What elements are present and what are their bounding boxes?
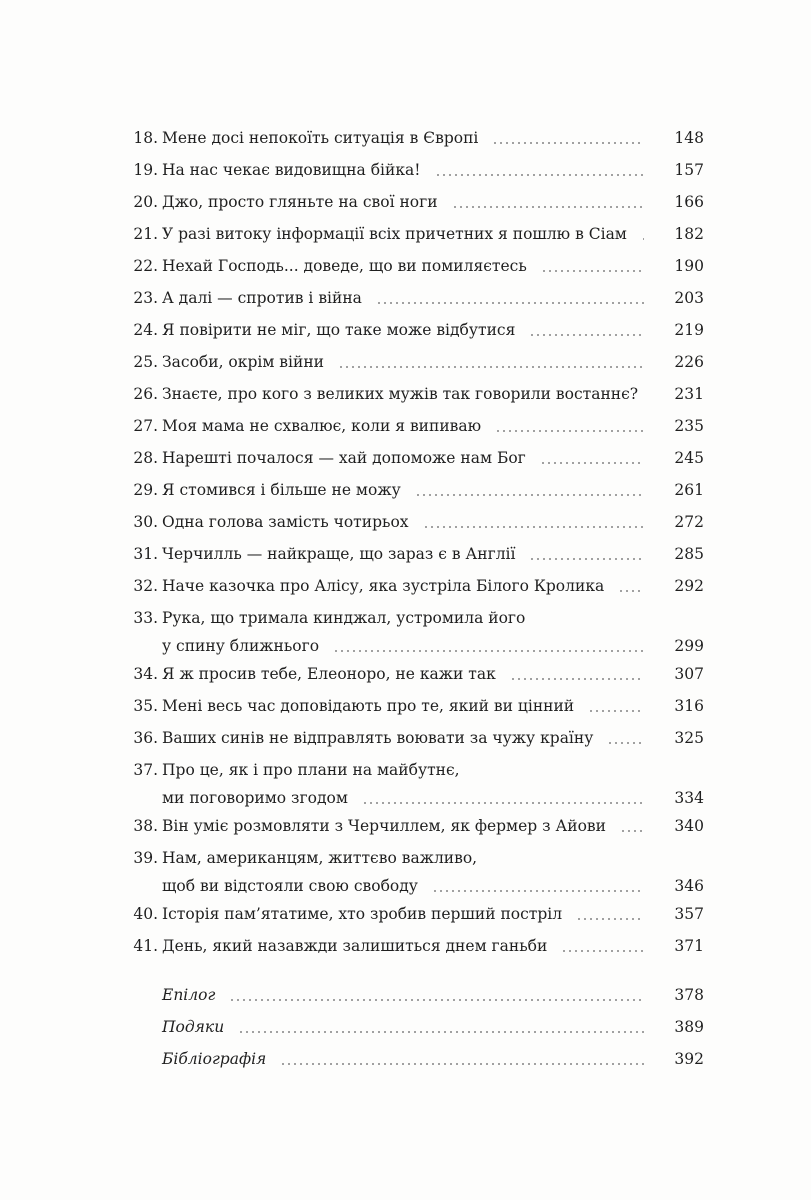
leader-dots <box>362 802 644 804</box>
leader-dots <box>529 558 644 560</box>
page-number: 325 <box>674 729 704 747</box>
toc-entry[interactable] <box>0 844 811 900</box>
page-number: 292 <box>674 577 704 595</box>
chapter-title: Одна голова замість чотирьох <box>162 513 409 531</box>
leader-dots <box>620 830 644 832</box>
chapter-number: 19. <box>133 161 158 179</box>
leader-dots <box>541 270 644 272</box>
back-matter-title: Подяки <box>162 1018 225 1036</box>
chapter-number: 38. <box>133 817 158 835</box>
page-number: 166 <box>674 193 704 211</box>
chapter-title: Мені весь час доповідають про те, який ви цінний <box>162 697 575 715</box>
leader-dots <box>618 590 644 592</box>
page-number: 272 <box>674 513 704 531</box>
chapter-title: Мене досі непокоїть ситуація в Європі <box>162 129 479 147</box>
toc-entry[interactable] <box>0 284 811 312</box>
leader-dots <box>435 174 644 176</box>
page-number: 340 <box>674 817 704 835</box>
chapter-title: Історія пам’ятатиме, хто зробив перший постріл <box>162 905 563 923</box>
back-matter-title: Епілог <box>162 986 216 1004</box>
toc-entry[interactable] <box>0 540 811 568</box>
back-matter-entry[interactable] <box>0 1013 811 1041</box>
chapter-title: На нас чекає видовищна бійка! <box>162 161 421 179</box>
toc-entry[interactable] <box>0 724 811 752</box>
chapter-title: День, який назавжди залишиться днем ганьби <box>162 937 548 955</box>
page-number: 285 <box>674 545 704 563</box>
chapter-number: 25. <box>133 353 158 371</box>
toc-entry[interactable] <box>0 444 811 472</box>
leader-dots <box>561 950 644 952</box>
chapter-number: 33. <box>133 609 158 627</box>
chapter-title: Засоби, окрім війни <box>162 353 324 371</box>
page-number: 245 <box>674 449 704 467</box>
chapter-number: 20. <box>133 193 158 211</box>
page-number: 190 <box>674 257 704 275</box>
leader-dots <box>576 918 644 920</box>
leader-dots <box>229 999 644 1001</box>
chapter-number: 29. <box>133 481 158 499</box>
toc-entry[interactable] <box>0 412 811 440</box>
chapter-title: Я стомився і більше не можу <box>162 481 401 499</box>
chapter-number: 22. <box>133 257 158 275</box>
chapter-title: Наче казочка про Алісу, яка зустріла Білого Кролика <box>162 577 605 595</box>
chapter-title: Джо, просто гляньте на свої ноги <box>162 193 438 211</box>
chapter-number: 35. <box>133 697 158 715</box>
toc-entry[interactable] <box>0 812 811 840</box>
chapter-title: Нарешті почалося — хай допоможе нам Бог <box>162 449 526 467</box>
page-number: 261 <box>674 481 704 499</box>
chapter-number: 18. <box>133 129 158 147</box>
chapter-title: А далі — спротив і війна <box>162 289 362 307</box>
chapter-number: 28. <box>133 449 158 467</box>
toc-entry[interactable] <box>0 124 811 152</box>
leader-dots <box>492 142 644 144</box>
toc-entry[interactable] <box>0 252 811 280</box>
leader-dots <box>588 710 644 712</box>
chapter-number: 40. <box>133 905 158 923</box>
page-number: 307 <box>674 665 704 683</box>
chapter-number: 23. <box>133 289 158 307</box>
chapter-number: 41. <box>133 937 158 955</box>
toc-entry[interactable] <box>0 476 811 504</box>
chapter-title: Я ж просив тебе, Елеоноро, не кажи так <box>162 665 496 683</box>
page-number: 203 <box>674 289 704 307</box>
leader-dots <box>510 678 644 680</box>
toc-entry[interactable] <box>0 188 811 216</box>
toc-entry[interactable] <box>0 572 811 600</box>
toc-entry[interactable] <box>0 508 811 536</box>
chapter-title: Знаєте, про кого з великих мужів так говорили востаннє? <box>162 385 639 403</box>
toc-entry[interactable] <box>0 156 811 184</box>
page-number: 316 <box>674 697 704 715</box>
toc-entry[interactable] <box>0 756 811 812</box>
chapter-title-continued: ми поговоримо згодом <box>162 789 348 807</box>
page-number: 389 <box>674 1018 704 1036</box>
back-matter-entry[interactable] <box>0 1045 811 1073</box>
chapter-title-continued: щоб ви відстояли свою свободу <box>162 877 418 895</box>
leader-dots <box>333 650 644 652</box>
toc-entry[interactable] <box>0 900 811 928</box>
back-matter-title: Бібліографія <box>162 1050 267 1068</box>
chapter-number: 31. <box>133 545 158 563</box>
leader-dots <box>452 206 644 208</box>
chapter-title-continued: у спину ближнього <box>162 637 320 655</box>
chapter-title: Про це, як і про плани на майбутнє, <box>162 761 460 779</box>
chapter-title: Рука, що тримала кинджал, устромила його <box>162 609 526 627</box>
chapter-title: Він уміє розмовляти з Черчиллем, як фермер з Айови <box>162 817 606 835</box>
page-number: 157 <box>674 161 704 179</box>
page-number: 231 <box>674 385 704 403</box>
back-matter-entry[interactable] <box>0 981 811 1009</box>
leader-dots <box>540 462 644 464</box>
leader-dots <box>607 742 644 744</box>
leader-dots <box>280 1063 644 1065</box>
chapter-number: 30. <box>133 513 158 531</box>
leader-dots <box>423 526 644 528</box>
page-number: 182 <box>674 225 704 243</box>
leader-dots <box>529 334 644 336</box>
chapter-number: 27. <box>133 417 158 435</box>
leader-dots <box>415 494 644 496</box>
page-number: 334 <box>674 789 704 807</box>
leader-dots <box>376 302 644 304</box>
chapter-number: 36. <box>133 729 158 747</box>
chapter-title: Я повірити не міг, що таке може відбутися <box>162 321 516 339</box>
chapter-title: Ваших синів не відправлять воювати за чужу країну <box>162 729 594 747</box>
page-number: 148 <box>674 129 704 147</box>
toc-entry[interactable] <box>0 220 811 248</box>
chapter-number: 32. <box>133 577 158 595</box>
page-number: 357 <box>674 905 704 923</box>
chapter-number: 26. <box>133 385 158 403</box>
toc-entry[interactable] <box>0 692 811 720</box>
page-number: 392 <box>674 1050 704 1068</box>
chapter-title: Моя мама не схвалює, коли я випиваю <box>162 417 482 435</box>
chapter-title: Нехай Господь... доведе, що ви помиляєтесь <box>162 257 527 275</box>
chapter-number: 34. <box>133 665 158 683</box>
page-number: 371 <box>674 937 704 955</box>
toc-entry[interactable] <box>0 604 811 660</box>
chapter-number: 24. <box>133 321 158 339</box>
chapter-title: У разі витоку інформації всіх причетних я пошлю в Сіам <box>162 225 627 243</box>
toc-entry[interactable] <box>0 316 811 344</box>
chapter-number: 21. <box>133 225 158 243</box>
page-number: 219 <box>674 321 704 339</box>
page-number: 346 <box>674 877 704 895</box>
leader-dots <box>338 366 644 368</box>
page-number: 235 <box>674 417 704 435</box>
toc-entry[interactable] <box>0 380 811 408</box>
page-number: 226 <box>674 353 704 371</box>
toc-entry[interactable] <box>0 348 811 376</box>
leader-dots <box>432 890 644 892</box>
chapter-number: 39. <box>133 849 158 867</box>
page-number: 378 <box>674 986 704 1004</box>
leader-dots <box>495 430 644 432</box>
toc-entry[interactable] <box>0 660 811 688</box>
chapter-number: 37. <box>133 761 158 779</box>
page-number: 299 <box>674 637 704 655</box>
chapter-title: Черчилль — найкраще, що зараз є в Англії <box>162 545 516 563</box>
chapter-title: Нам, американцям, життєво важливо, <box>162 849 478 867</box>
toc-entry[interactable] <box>0 932 811 960</box>
leader-dots <box>641 238 644 240</box>
leader-dots <box>238 1031 644 1033</box>
